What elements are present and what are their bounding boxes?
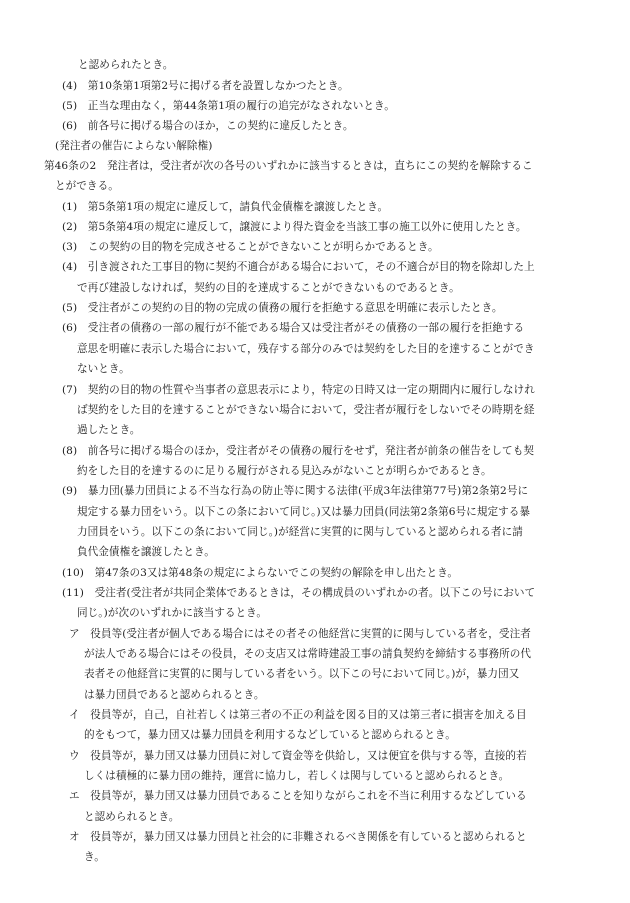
text-line: は暴力団員であると認められるとき。 — [84, 689, 265, 701]
text-line: と認められるとき。 — [84, 811, 180, 823]
text-line: (1) 第5条第1項の規定に違反して，請負代金債権を譲渡したとき。 — [62, 201, 389, 213]
text-line: (2) 第5条第4項の規定に違反して，譲渡により得た資金を当該工事の施工以外に使用したとき。 — [62, 221, 527, 233]
text-line: (4) 第10条第1項第2号に掲げる者を設置しなかつたとき。 — [62, 80, 349, 92]
text-line: (10) 第47条の3又は第48条の規定によらないでこの契約の解除を申し出たとき。 — [62, 567, 459, 579]
text-line: (6) 前各号に掲げる場合のほか，この契約に違反したとき。 — [62, 120, 354, 132]
text-line: ば契約をした目的を達することができない場合において，受注者が履行をしないでその時期を経 — [77, 404, 535, 416]
text-line: 規定する暴力団をいう。以下この条において同じ。)又は暴力団員(同法第2条第6号に規定する暴 — [77, 506, 531, 518]
section-heading: (発注者の催告によらない解除権) — [55, 140, 213, 152]
text-line: 負代金債権を譲渡したとき。 — [77, 546, 215, 558]
text-line: 意思を明確に表示した場合において，残存する部分のみでは契約をした目的を達することができ — [77, 343, 535, 355]
text-line: とができる。 — [55, 180, 119, 192]
text-line: (5) 受注者がこの契約の目的物の完成の債務の履行を拒絶する意思を明確に表示したとき。 — [62, 302, 503, 314]
text-line: (4) 引き渡された工事目的物に契約不適合がある場合において，その不適合が目的物を除却した上 — [62, 261, 535, 273]
text-line: (6) 受注者の債務の一部の履行が不能である場合又は受注者がその債務の一部の履行を拒絶する — [62, 322, 525, 334]
article-heading: 第46条の2 発注者は，受注者が次の各号のいずれかに該当するときは，直ちにこの契約を解除するこ — [44, 160, 533, 172]
text-line: ないとき。 — [77, 363, 130, 375]
text-line: しくは積極的に暴力団の維持，運営に協力し，若しくは関与していると認められるとき。 — [84, 770, 510, 782]
text-line: が法人である場合にはその役員，その支店又は常時建設工事の請負契約を締結する事務所の代 — [84, 648, 532, 660]
text-line: オ 役員等が，暴力団又は暴力団員と社会的に非難されるべき関係を有していると認められると — [69, 831, 527, 843]
text-line: ア 役員等(受注者が個人である場合にはその者その他経営に実質的に関与している者を，受注者 — [69, 628, 531, 640]
text-line: き。 — [84, 851, 105, 863]
text-line: (7) 契約の目的物の性質や当事者の意思表示により，特定の日時又は一定の期間内に履行しなけれ — [62, 384, 535, 396]
text-line: (8) 前各号に掲げる場合のほか，受注者がその債務の履行をせず，発注者が前条の催告をしても契 — [62, 445, 534, 457]
text-line: (9) 暴力団(暴力団員による不当な行為の防止等に関する法律(平成3年法律第77号)第2条第2号に — [62, 485, 529, 497]
text-line: 的をもつて，暴力団又は暴力団員を利用するなどしていると認められるとき。 — [84, 729, 456, 741]
text-line: (3) この契約の目的物を完成させることができないことが明らかであるとき。 — [62, 241, 439, 253]
text-line: で再び建設しなければ，契約の目的を達成することができないものであるとき。 — [77, 282, 460, 294]
text-line: 表者その他経営に実質的に関与している者をいう。以下この号において同じ。)が，暴力団又 — [84, 668, 520, 680]
text-line: イ 役員等が，自己，自社若しくは第三者の不正の利益を図る目的又は第三者に損害を加える目 — [69, 709, 527, 721]
text-line: ウ 役員等が，暴力団又は暴力団員に対して資金等を供給し，又は便宜を供与する等，直接的若 — [69, 750, 527, 762]
text-line: 過したとき。 — [77, 424, 141, 436]
text-line: と認められたとき。 — [78, 59, 174, 71]
text-line: エ 役員等が，暴力団又は暴力団員であることを知りながらこれを不当に利用するなどしている — [69, 790, 527, 802]
text-line: 同じ。)が次のいずれかに該当するとき。 — [77, 607, 268, 619]
text-line: (11) 受注者(受注者が共同企業体であるときは，その構成員のいずれかの者。以下この号において — [62, 587, 536, 599]
text-line: 約をした目的を達するのに足りる履行がされる見込みがないことが明らかであるとき。 — [77, 465, 492, 477]
text-line: 力団員をいう。以下この条において同じ。)が経営に実質的に関与していると認められる者に請 — [77, 526, 523, 538]
text-line: (5) 正当な理由なく，第44条第1項の履行の追完がなされないとき。 — [62, 100, 395, 112]
